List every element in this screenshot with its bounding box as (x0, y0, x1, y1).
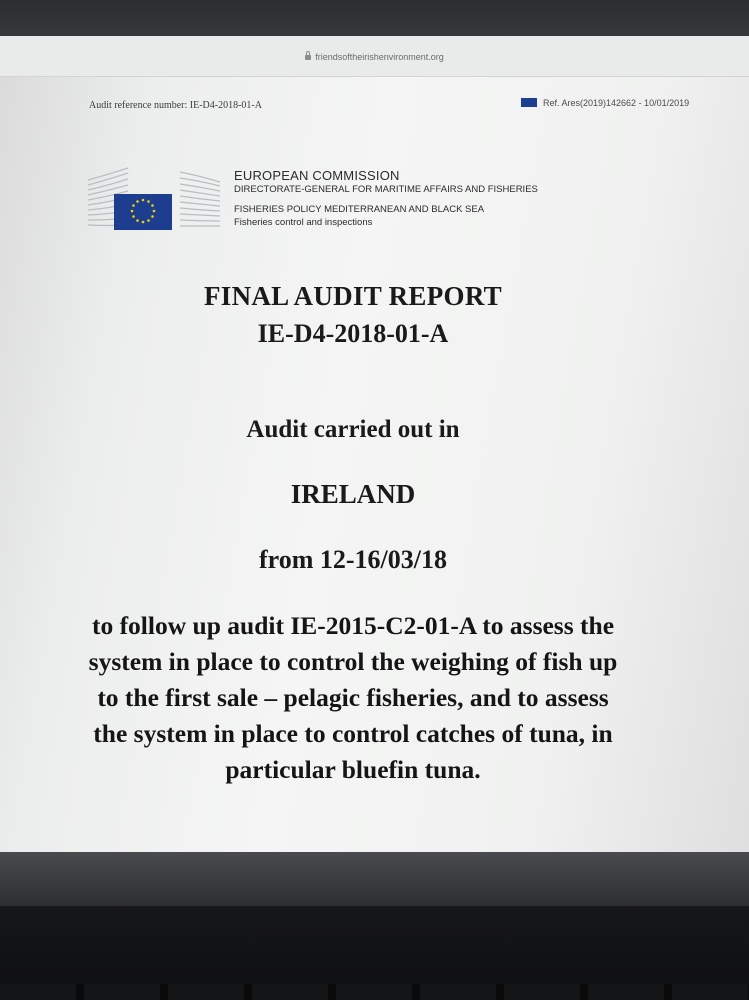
subunit-name: Fisheries control and inspections (234, 217, 373, 228)
unit-name: FISHERIES POLICY MEDITERRANEAN AND BLACK SEA (234, 204, 485, 215)
ares-reference (521, 98, 689, 108)
audit-reference: Audit reference number: IE-D4-2018-01-A (89, 100, 262, 111)
url-display[interactable] (0, 52, 749, 62)
keyboard-key-row (0, 984, 749, 1000)
audit-dates: from 12-16/03/18 (259, 545, 447, 574)
audit-description: to follow up audit IE-2015-C2-01-A to assess the system in place to control the weighing of fish up to the first sale – pelagic fisheries, and to assess the system in place to control catches of tuna, in particular bluefin tuna. (88, 611, 618, 784)
device-bottom-bezel (0, 852, 749, 906)
audit-country: IRELAND (290, 479, 416, 509)
european-commission-logo (88, 166, 220, 230)
document-page (0, 76, 749, 852)
report-code: IE-D4-2018-01-A (257, 319, 449, 348)
organisation-name: EUROPEAN COMMISSION (234, 168, 400, 183)
eu-flag-icon (521, 98, 537, 107)
address-bar[interactable] (0, 36, 749, 77)
ares-reference-text: Ref. Ares(2019)142662 - 10/01/2019 (543, 98, 690, 108)
keyboard (0, 906, 749, 1000)
screen (0, 36, 749, 852)
directorate-name: DIRECTORATE-GENERAL FOR MARITIME AFFAIRS AND FISHERIES (234, 184, 538, 195)
url-text[interactable]: friendsoftheirishenvironment.org (315, 52, 444, 62)
lock-icon (305, 55, 311, 60)
report-title: FINAL AUDIT REPORT (203, 281, 502, 311)
audit-carried-out-label: Audit carried out in (246, 416, 460, 443)
